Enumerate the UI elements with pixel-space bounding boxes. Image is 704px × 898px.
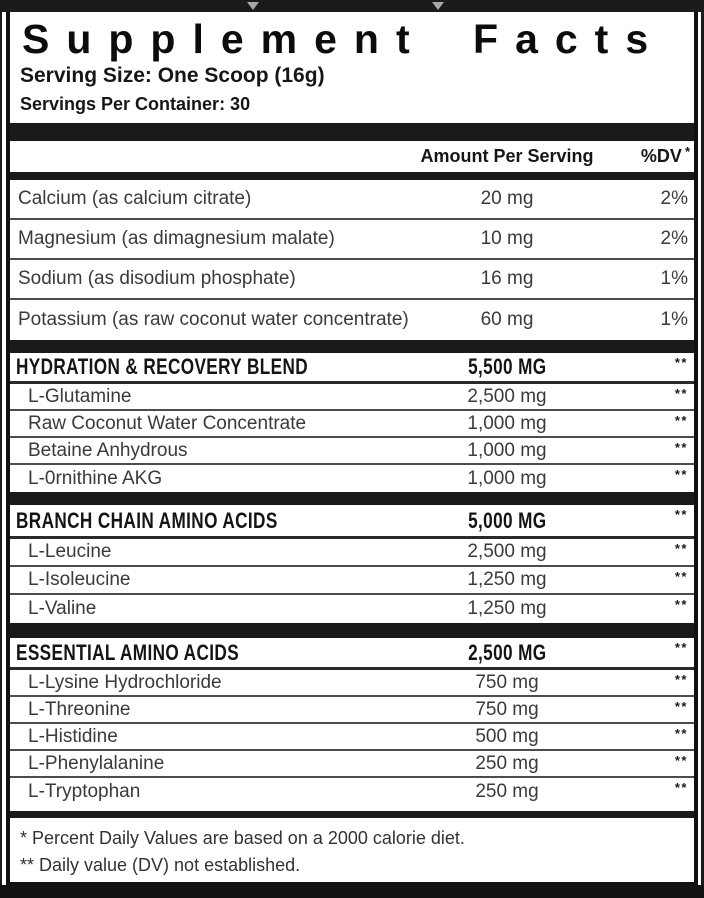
ingredient-dv: 2%: [660, 228, 688, 249]
blend-dv: **: [674, 355, 688, 370]
table-row: [10, 778, 694, 805]
ingredient-name: Betaine Anhydrous: [28, 439, 188, 461]
ingredient-amount: 2,500 mg: [467, 385, 547, 407]
ingredient-dv: **: [674, 541, 688, 556]
ingredient-dv: **: [674, 753, 688, 768]
table-row: [10, 539, 694, 567]
dv-asterisk: *: [684, 144, 690, 159]
ingredient-name: Raw Coconut Water Concentrate: [28, 412, 307, 434]
ingredient-amount: 2,500 mg: [467, 541, 547, 562]
ingredient-name: L-Glutamine: [28, 385, 132, 407]
ingredient-name: L-Lysine Hydrochloride: [28, 671, 222, 693]
footnote-dv-not-established: ** Daily value (DV) not established.: [20, 855, 301, 875]
divider-bar-thick: [10, 492, 694, 505]
blend-name: ESSENTIAL AMINO ACIDS: [16, 639, 240, 665]
table-row: [10, 220, 694, 260]
ingredient-amount: 1,000 mg: [467, 412, 547, 434]
ingredient-name: L-Threonine: [28, 698, 131, 720]
ingredient-name: Sodium (as disodium phosphate): [18, 268, 296, 289]
ingredient-amount: 60 mg: [480, 309, 534, 330]
blend-dv: **: [674, 507, 688, 522]
ingredient-amount: 1,000 mg: [467, 439, 547, 461]
serving-size-text: Serving Size: One Scoop (16g): [20, 64, 325, 87]
blend-amount: 2,500 MG: [467, 639, 547, 665]
servings-per-container-text: Servings Per Container: 30: [20, 94, 251, 114]
ingredient-amount: 20 mg: [480, 188, 534, 209]
blend-amount: 5,000 MG: [467, 507, 547, 533]
ingredient-name: L-Valine: [28, 598, 97, 619]
blend-name: HYDRATION & RECOVERY BLEND: [16, 354, 309, 379]
ingredient-dv: 2%: [660, 188, 688, 209]
blend-header-row: [10, 353, 694, 384]
dv-column-header: %DV *: [640, 144, 690, 166]
hydration-recovery-blend-section: [10, 353, 694, 492]
essential-amino-acids-section: [10, 638, 694, 805]
ingredient-dv: **: [674, 569, 688, 584]
notch-marker-icon: [247, 2, 259, 10]
table-row: [10, 260, 694, 300]
ingredient-amount: 10 mg: [480, 228, 534, 249]
blend-amount: 5,500 MG: [467, 354, 547, 379]
ingredient-amount: 750 mg: [475, 698, 539, 720]
ingredient-dv: **: [674, 597, 688, 612]
table-row: [10, 438, 694, 465]
ingredient-dv: **: [674, 386, 688, 401]
footnotes: [10, 818, 694, 879]
ingredient-dv: 1%: [660, 268, 688, 289]
ingredient-name: L-0rnithine AKG: [28, 467, 163, 489]
ingredient-dv: **: [674, 726, 688, 741]
table-row: [10, 697, 694, 724]
table-row: [10, 595, 694, 623]
divider-bar-medium: [10, 172, 694, 180]
table-row: [10, 724, 694, 751]
divider-bar-thick: [10, 340, 694, 353]
supplement-facts-panel: [6, 12, 698, 886]
amount-column-header: Amount Per Serving: [420, 146, 594, 166]
blend-dv: **: [674, 640, 688, 655]
ingredient-dv: **: [674, 699, 688, 714]
panel-title: Supplement Facts: [22, 16, 666, 62]
table-row: [10, 567, 694, 595]
ingredient-amount: 1,000 mg: [467, 467, 547, 489]
photo-bottom-edge: [0, 885, 704, 898]
ingredient-name: L-Isoleucine: [28, 569, 131, 590]
ingredient-dv: 1%: [660, 309, 688, 330]
table-row: [10, 465, 694, 492]
ingredient-name: L-Leucine: [28, 541, 112, 562]
ingredient-amount: 750 mg: [475, 671, 539, 693]
blend-header-row: [10, 505, 694, 539]
ingredient-name: L-Phenylalanine: [28, 752, 165, 774]
ingredient-dv: **: [674, 467, 688, 482]
footnote-daily-values: * Percent Daily Values are based on a 2000 calorie diet.: [20, 828, 465, 848]
ingredient-name: Potassium (as raw coconut water concentrate): [18, 309, 409, 330]
ingredient-name: L-Histidine: [28, 725, 118, 747]
table-row: [10, 751, 694, 778]
ingredient-amount: 16 mg: [480, 268, 534, 289]
branch-chain-amino-acids-section: [10, 505, 694, 623]
minerals-section: [10, 180, 694, 340]
blend-name: BRANCH CHAIN AMINO ACIDS: [16, 507, 278, 533]
ingredient-dv: **: [674, 413, 688, 428]
table-row: [10, 670, 694, 697]
blend-header-row: [10, 638, 694, 670]
ingredient-amount: 1,250 mg: [467, 569, 547, 590]
ingredient-name: L-Tryptophan: [28, 780, 141, 802]
ingredient-name: Calcium (as calcium citrate): [18, 188, 252, 209]
table-row: [10, 411, 694, 438]
divider-bar-medium: [10, 811, 694, 818]
photo-top-edge: [0, 0, 704, 12]
ingredient-amount: 500 mg: [475, 725, 539, 747]
ingredient-name: Magnesium (as dimagnesium malate): [18, 228, 335, 249]
ingredient-amount: 1,250 mg: [467, 598, 547, 619]
ingredient-amount: 250 mg: [475, 780, 539, 802]
table-row: [10, 384, 694, 411]
divider-bar-thick: [10, 623, 694, 638]
ingredient-amount: 250 mg: [475, 752, 539, 774]
table-row: [10, 180, 694, 220]
divider-bar-thick: [10, 123, 694, 141]
photo-left-edge: [0, 0, 2, 898]
ingredient-dv: **: [674, 672, 688, 687]
notch-marker-icon: [432, 2, 444, 10]
ingredient-dv: **: [674, 780, 688, 795]
column-header-row: [10, 141, 694, 172]
table-row: [10, 300, 694, 340]
ingredient-dv: **: [674, 440, 688, 455]
